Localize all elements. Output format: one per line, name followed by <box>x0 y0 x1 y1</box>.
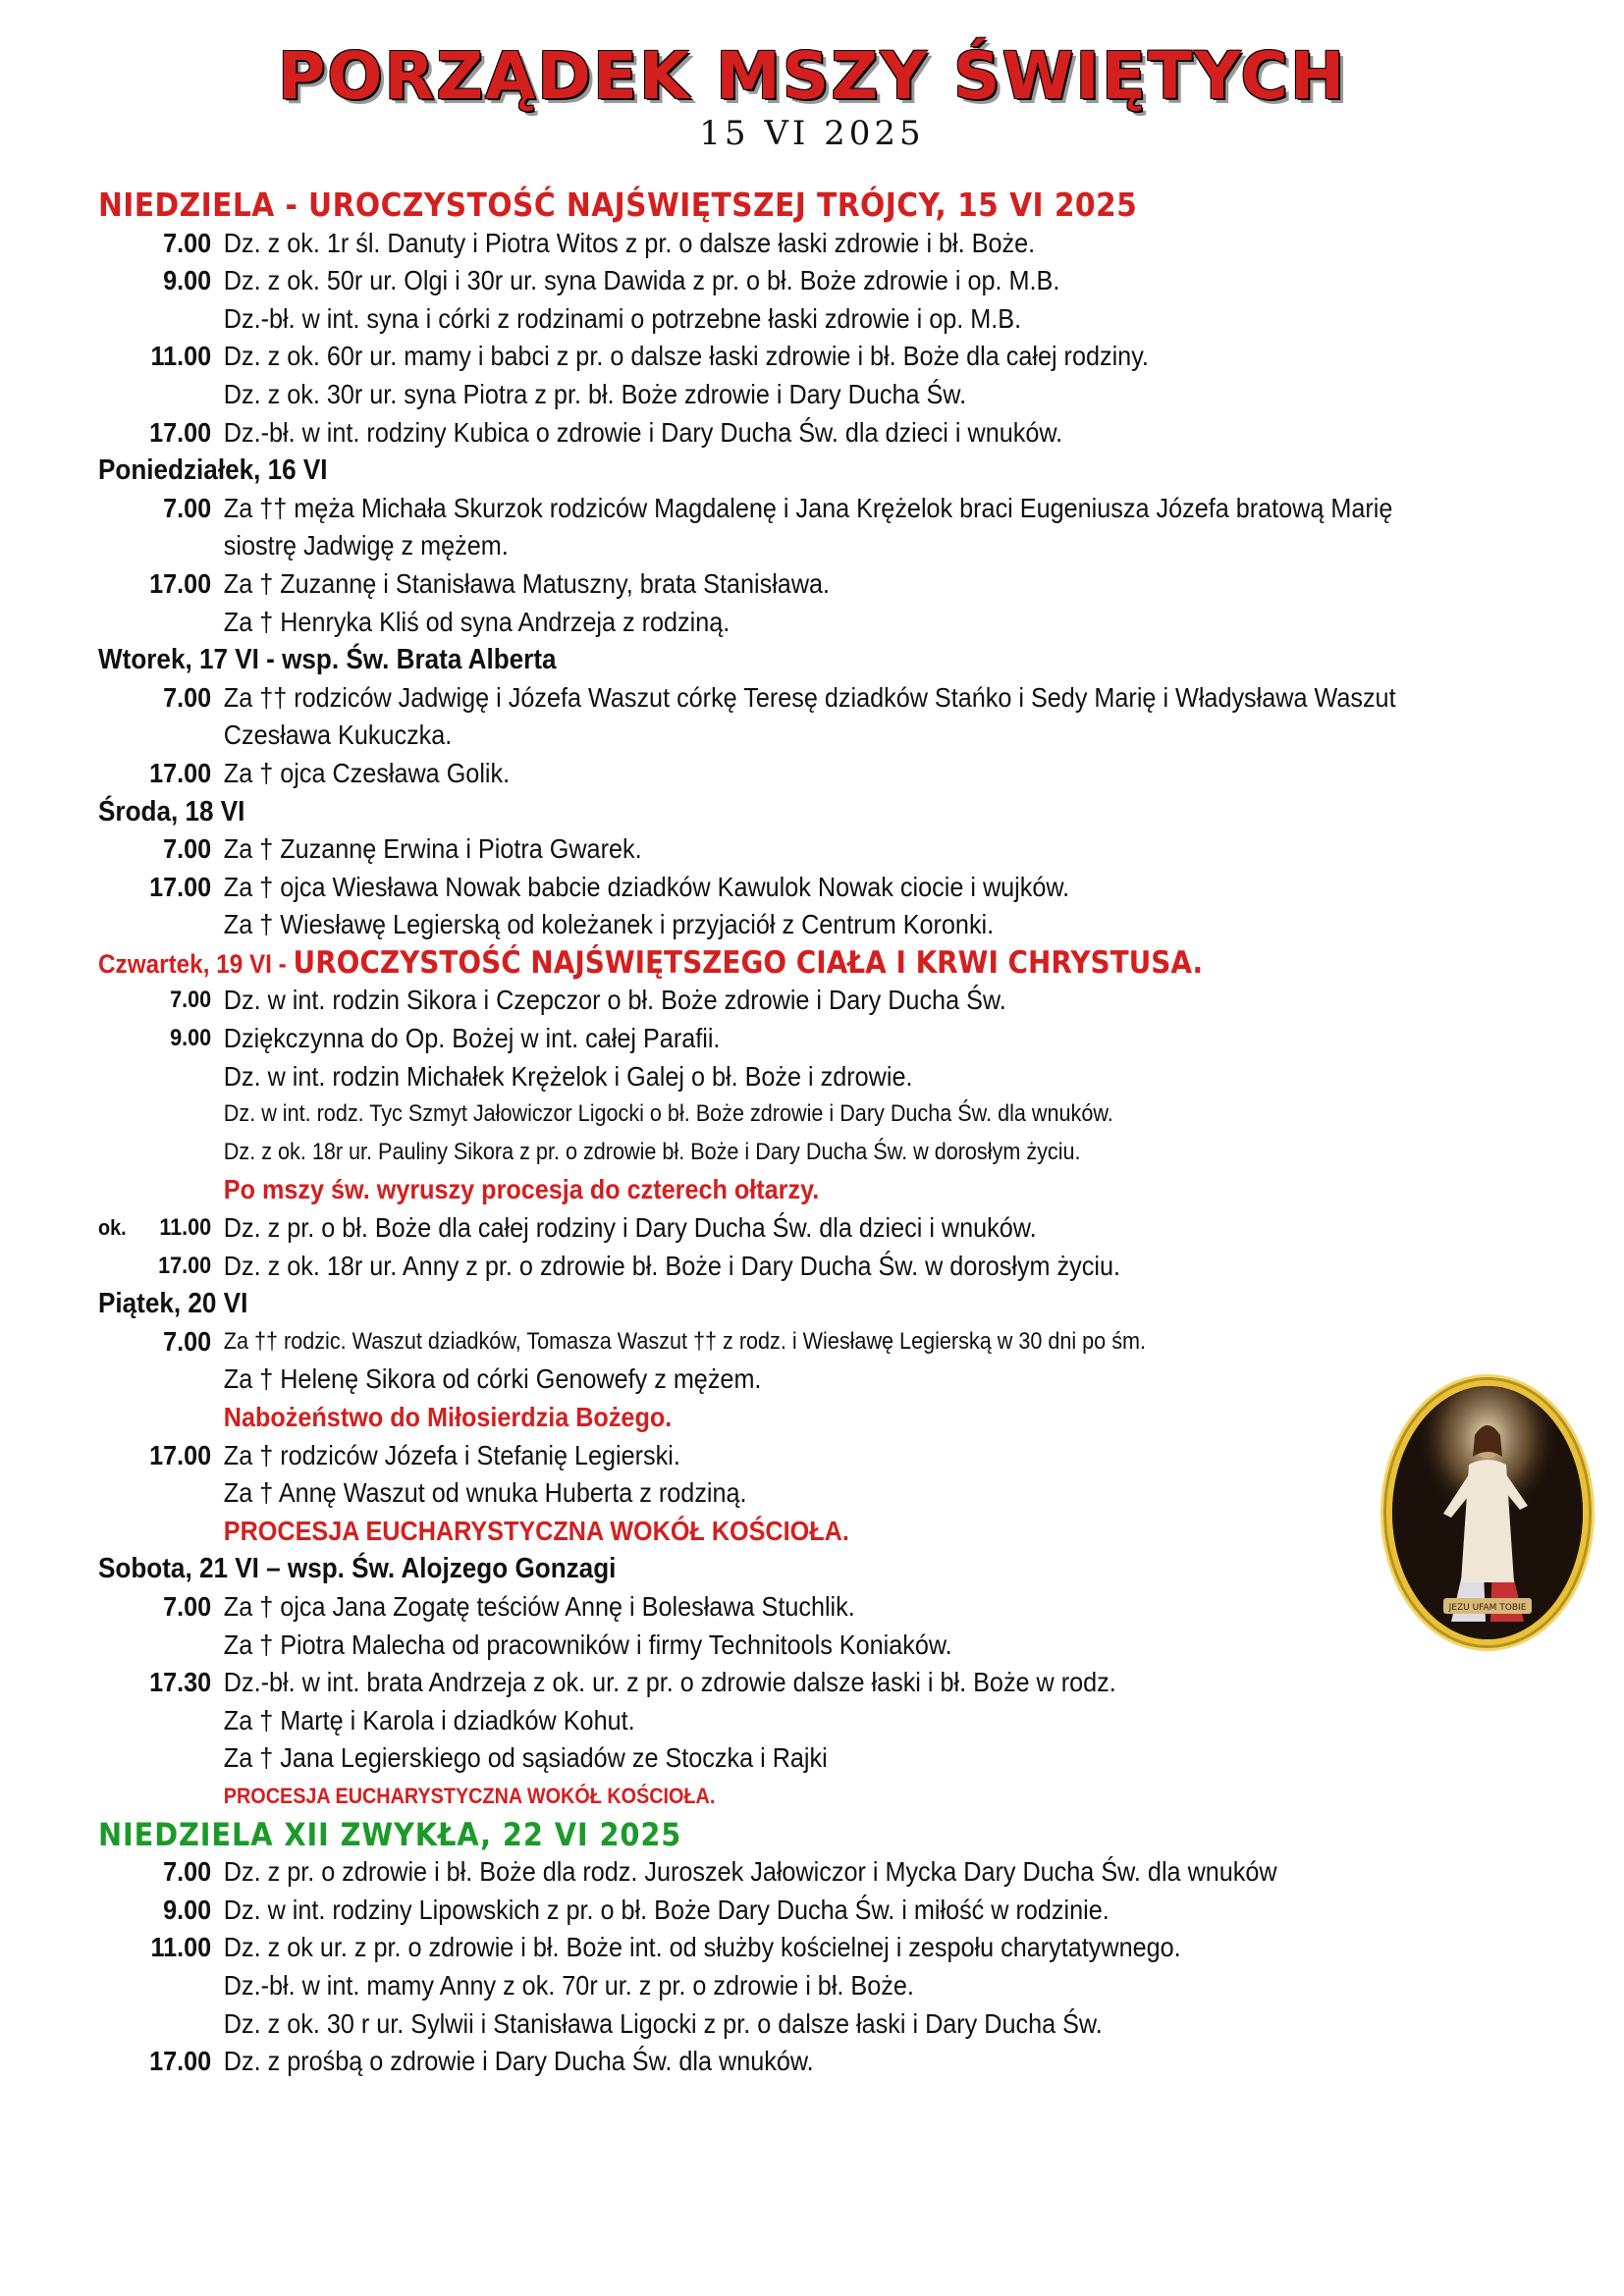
mass-entry: Dz.-bł. w int. mamy Anny z ok. 70r ur. z pr. o zdrowie i bł. Boże. <box>223 1969 914 2001</box>
page-title: PORZĄDEK MSZY ŚWIĘTYCH <box>277 38 1347 114</box>
mass-entry: Za † Jana Legierskiego od sąsiadów ze Stoczka i Rajki <box>223 1742 828 1774</box>
day-heading-sunday-15: NIEDZIELA - UROCZYSTOŚĆ NAJŚWIĘTSZEJ TRÓJCY, 15 VI 2025 <box>98 186 1138 224</box>
mass-entry: 7.00 Za †† rodzic. Waszut dziadków, Tomasza Waszut †† z rodz. i Wiesławę Legierską w 30 dni po śm. <box>163 1325 1146 1357</box>
day-heading-monday: Poniedziałek, 16 VI <box>98 454 328 487</box>
mass-entry: Dz. z ok. 18r ur. Pauliny Sikora z pr. o zdrowie bł. Boże i Dary Ducha Św. w dorosłym życiu. <box>223 1138 1081 1165</box>
mass-entry: Dz. z ok. 30r ur. syna Piotra z pr. bł. Boże zdrowie i Dary Ducha Św. <box>223 378 967 409</box>
mass-entry: 7.00 Za † ojca Jana Zogatę teściów Annę i Bolesława Stuchlik. <box>163 1590 855 1622</box>
day-heading-friday: Piątek, 20 VI <box>98 1288 248 1320</box>
mass-entry: 9.00 Dz. z ok. 50r ur. Olgi i 30r ur. syna Dawida z pr. o bł. Boże zdrowie i op. M.B. <box>163 265 1060 296</box>
devotion-note: Nabożeństwo do Miłosierdzia Bożego. <box>223 1402 673 1432</box>
procession-note: PROCESJA EUCHARYSTYCZNA WOKÓŁ KOŚCIOŁA. <box>223 1783 716 1808</box>
mass-entry: 9.00 Dz. w int. rodziny Lipowskich z pr. o bł. Boże Dary Ducha Św. i miłość w rodzinie. <box>163 1894 1110 1925</box>
mass-entry: 7.00 Za †† męża Michała Skurzok rodziców Magdalenę i Jana Krężelok braci Eugeniusza Józefa bratową Marię <box>163 492 1393 523</box>
mass-entry: 7.00 Za † Zuzannę Erwina i Piotra Gwarek. <box>163 833 642 865</box>
mass-entry: 17.00 Dz.-bł. w int. rodziny Kubica o zdrowie i Dary Ducha Św. dla dzieci i wnuków. <box>149 416 1063 448</box>
mass-entry: Czesława Kukuczka. <box>223 720 453 751</box>
day-heading-wednesday: Środa, 18 VI <box>98 795 245 828</box>
mass-entry: 7.00 Dz. z ok. 1r śl. Danuty i Piotra Witos z pr. o dalsze łaski zdrowie i bł. Boże. <box>163 227 1036 258</box>
mass-entry: 17.00 Za † rodziców Józefa i Stefanię Legierski. <box>149 1439 680 1470</box>
mass-entry: Dz. w int. rodzin Michałek Krężelok i Galej o bł. Boże i zdrowie. <box>223 1060 913 1092</box>
mass-entry: Dz. z ok. 30 r ur. Sylwii i Stanisława Ligocki z pr. o dalsze łaski i Dary Ducha Św. <box>223 2007 1103 2039</box>
mass-entry: Za † Piotra Malecha od pracowników i firmy Technitools Koniaków. <box>223 1629 952 1660</box>
mass-entry: 11.00 Dz. z ok ur. z pr. o zdrowie i bł. Boże int. od służby kościelnej i zespołu charytatywnego. <box>150 1932 1181 1963</box>
day-heading-saturday: Sobota, 21 VI – wsp. Św. Alojzego Gonzagi <box>98 1553 617 1585</box>
mass-entry: 7.00 Dz. z pr. o zdrowie i bł. Boże dla rodz. Juroszek Jałowiczor i Mycka Dary Ducha Św. dla wnuków <box>163 1856 1277 1888</box>
mass-entry: 17.30 Dz.-bł. w int. brata Andrzeja z ok. ur. z pr. o zdrowie dalsze łaski i bł. Boże w rodz. <box>149 1667 1116 1698</box>
mass-entry: 7.00 Dz. w int. rodzin Sikora i Czepczor o bł. Boże zdrowie i Dary Ducha Św. <box>170 985 1006 1016</box>
mass-entry: 17.00 Za † ojca Wiesława Nowak babcie dziadków Kawulok Nowak ciocie i wujków. <box>149 871 1070 902</box>
divine-mercy-image-icon <box>1392 1386 1583 1639</box>
mass-entry: Za † Henryka Kliś od syna Andrzeja z rodziną. <box>223 606 731 637</box>
page-date: 15 VI 2025 <box>699 114 925 153</box>
mass-entry: 17.00 Za † Zuzannę i Stanisława Matuszny, brata Stanisława. <box>149 567 831 599</box>
day-heading-thursday: Czwartek, 19 VI - UROCZYSTOŚĆ NAJŚWIĘTSZEGO CIAŁA I KRWI CHRYSTUSA. <box>98 944 1204 981</box>
mass-entry: 17.00 Dz. z prośbą o zdrowie i Dary Ducha Św. dla wnuków. <box>149 2046 814 2077</box>
mass-entry: Dz.-bł. w int. syna i córki z rodzinami o potrzebne łaski zdrowie i op. M.B. <box>223 302 1022 334</box>
mass-entry: Za † Annę Waszut od wnuka Huberta z rodziną. <box>223 1477 747 1509</box>
mass-entry: Za † Wiesławę Legierską od koleżanek i przyjaciół z Centrum Koronki. <box>223 909 995 940</box>
day-heading-sunday-22: NIEDZIELA XII ZWYKŁA, 22 VI 2025 <box>98 1815 682 1853</box>
mass-entry: 9.00 Dziękczynna do Op. Bożej w int. całej Parafii. <box>170 1023 721 1054</box>
mass-entry: Za † Helenę Sikora od córki Genowefy z mężem. <box>223 1363 762 1395</box>
procession-note: PROCESJA EUCHARYSTYCZNA WOKÓŁ KOŚCIOŁA. <box>223 1515 849 1546</box>
mass-entry: ok. 11.00 Dz. z pr. o bł. Boże dla całej rodziny i Dary Ducha Św. dla dzieci i wnuków. <box>98 1212 1037 1244</box>
mass-schedule <box>98 186 1396 2081</box>
mass-entry: 17.00 Dz. z ok. 18r ur. Anny z pr. o zdrowie bł. Boże i Dary Ducha Św. w dorosłym życiu. <box>158 1250 1120 1281</box>
mass-entry: Dz. w int. rodz. Tyc Szmyt Jałowiczor Ligocki o bł. Boże zdrowie i Dary Ducha Św. dla wnuków. <box>223 1100 1113 1128</box>
procession-note: Po mszy św. wyruszy procesja do czterech ołtarzy. <box>223 1174 820 1205</box>
inscription-text: JEZU UFAM TOBIE <box>1448 1603 1527 1613</box>
mass-entry: 17.00 Za † ojca Czesława Golik. <box>149 757 511 788</box>
day-heading-tuesday: Wtorek, 17 VI - wsp. Św. Brata Alberta <box>98 644 557 676</box>
mass-entry: Za † Martę i Karola i dziadków Kohut. <box>223 1704 635 1735</box>
mass-entry: 11.00 Dz. z ok. 60r ur. mamy i babci z pr. o dalsze łaski zdrowie i bł. Boże dla całej rodziny. <box>150 341 1149 372</box>
mass-entry: siostrę Jadwigę z mężem. <box>223 530 509 561</box>
mass-entry: 7.00 Za †† rodziców Jadwigę i Józefa Waszut córkę Teresę dziadków Stańko i Sedy Marię i Władysława Waszut <box>163 681 1396 713</box>
